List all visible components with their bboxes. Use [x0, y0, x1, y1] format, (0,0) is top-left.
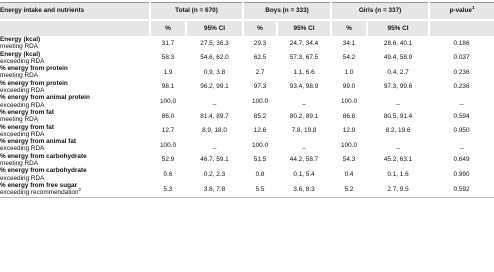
total-percent: 100.0 — [160, 98, 176, 106]
girls-ci: 0.4, 2.7 — [387, 68, 409, 76]
girls-ci: _ — [396, 141, 400, 149]
criterion-text — [0, 160, 150, 167]
pvalue-label: p-value — [449, 7, 472, 15]
boys-percent: 29.3 — [253, 39, 267, 47]
total-percent: 86.0 — [161, 112, 175, 120]
boys-percent: 51.5 — [253, 156, 267, 164]
total-percent: 0.6 — [163, 171, 173, 179]
nutrient-name: % energy from free sugar — [0, 182, 78, 190]
boys-percent: 85.2 — [253, 112, 267, 120]
subheader-pvalue-empty — [429, 20, 494, 36]
nutrient-table — [0, 2, 494, 198]
nutrient-name: % energy from carbohydrate — [0, 167, 87, 175]
table-row — [0, 124, 494, 139]
nutrient-name: % energy from animal protein — [0, 94, 90, 102]
boys-ci: _ — [302, 141, 306, 149]
nutrient-name: % energy from animal fat — [0, 138, 76, 146]
boys-ci: 57.3, 67.5 — [289, 54, 319, 62]
criterion-text — [0, 43, 150, 50]
column-header-total: Total (n = 670) — [150, 3, 243, 21]
girls-percent: 12.9 — [342, 127, 356, 135]
row-label — [0, 65, 150, 80]
criterion-label: exceeding RDA — [0, 57, 45, 65]
table-row — [0, 65, 494, 80]
girls-ci: 28.6, 40.1 — [383, 39, 413, 47]
total-ci: 46.7, 59.1 — [200, 156, 229, 164]
p-value: 0.186 — [453, 39, 470, 47]
subheader-boys-pct: % — [243, 20, 277, 36]
boys-ci: 80.2, 89.1 — [289, 112, 319, 120]
boys-percent: 12.6 — [253, 127, 267, 135]
boys-percent: 0.8 — [255, 171, 265, 179]
total-ci: 8.9, 18.0 — [202, 127, 227, 135]
table-row — [0, 153, 494, 168]
criterion-text — [0, 175, 150, 182]
criterion-label: exceeding RDA — [0, 174, 45, 182]
criterion-text — [0, 145, 150, 152]
table-row — [0, 51, 494, 66]
criterion-text — [0, 131, 150, 138]
criterion-text — [0, 116, 150, 123]
p-value: 0.950 — [453, 127, 470, 135]
boys-ci: 44.2, 58.7 — [289, 156, 319, 164]
boys-ci: 3.6, 8.3 — [277, 182, 331, 197]
table-row — [0, 167, 494, 182]
total-percent: 12.7 — [161, 127, 175, 135]
nutrient-name: % energy from fat — [0, 123, 54, 131]
boys-ci: 93.4, 98.9 — [289, 83, 319, 91]
boys-ci: 7.8, 19.8 — [291, 127, 317, 135]
row-label — [0, 80, 150, 95]
total-ci: _ — [212, 98, 217, 106]
total-ci: 3.6, 7.8 — [186, 182, 243, 197]
girls-ci: 2.7, 9.5 — [367, 182, 429, 197]
total-percent: 100.0 — [160, 141, 176, 149]
table-row — [0, 138, 494, 153]
girls-ci: 0.1, 1.6 — [387, 171, 409, 179]
p-value: _ — [459, 141, 464, 149]
nutrient-name: % energy from protein — [0, 65, 68, 73]
p-value: 0.236 — [453, 68, 470, 76]
criterion-label: exceeding RDA — [0, 101, 45, 109]
total-percent: 58.3 — [161, 54, 175, 62]
nutrient-name: % energy from carbohydrate — [0, 152, 87, 160]
column-header-pvalue — [429, 3, 494, 21]
table-row — [0, 182, 494, 197]
p-value: 0.592 — [429, 182, 494, 197]
boys-ci: 1.1, 6.6 — [293, 68, 315, 76]
row-label — [0, 109, 150, 124]
total-percent: 31.7 — [161, 39, 175, 47]
column-header-boys: Boys (n = 333) — [243, 3, 331, 21]
girls-percent: 100.0 — [341, 141, 358, 149]
row-label — [0, 124, 150, 139]
boys-percent: 100.0 — [252, 98, 269, 106]
row-label — [0, 94, 150, 109]
row-label — [0, 153, 150, 168]
total-percent: 98.1 — [161, 83, 175, 91]
criterion-label: exceeding recommendation — [0, 189, 79, 197]
pvalue-footnote-marker: 1 — [471, 5, 475, 11]
nutrient-name: Energy (kcal) — [0, 36, 41, 44]
nutrient-name: % energy from fat — [0, 109, 54, 117]
p-value: 0.037 — [453, 54, 470, 62]
criterion-text — [0, 72, 150, 79]
girls-percent: 5.2 — [331, 182, 367, 197]
nutrient-name: Energy (kcal) — [0, 50, 41, 58]
total-percent: 5.3 — [150, 182, 186, 197]
girls-ci: 80.5, 91.4 — [383, 112, 413, 120]
criterion-text — [0, 58, 150, 65]
p-value: 0.236 — [453, 83, 470, 91]
subheader-boys-ci: 95% CI — [277, 20, 331, 36]
p-value: _ — [459, 98, 464, 106]
p-value: 0.990 — [453, 171, 470, 179]
girls-percent: 54.2 — [342, 54, 356, 62]
girls-ci: 45.2, 63.1 — [383, 156, 413, 164]
header-row-stats — [0, 20, 494, 36]
subheader-girls-pct: % — [331, 20, 367, 36]
total-ci: 81.4, 89.7 — [200, 112, 229, 120]
girls-ci: 49.4, 58.9 — [383, 54, 413, 62]
total-ci: 96.2, 99.1 — [200, 83, 229, 91]
girls-percent: 86.8 — [342, 112, 356, 120]
subheader-total-pct: % — [150, 20, 186, 36]
boys-percent: 62.5 — [253, 54, 267, 62]
row-label — [0, 182, 150, 197]
total-ci: 0.2, 2.3 — [203, 171, 226, 179]
subheader-empty — [0, 20, 150, 36]
boys-percent: 100.0 — [252, 141, 269, 149]
total-ci: 0.9, 3.8 — [203, 68, 226, 76]
row-label — [0, 167, 150, 182]
table-row — [0, 36, 494, 51]
table-row — [0, 80, 494, 95]
nutrient-name: % energy from protein — [0, 79, 68, 87]
boys-ci: _ — [302, 98, 306, 106]
total-percent: 1.9 — [163, 68, 173, 76]
criterion-label: meeting RDA — [0, 43, 39, 51]
table-row — [0, 109, 494, 124]
criterion-label: exceeding RDA — [0, 87, 45, 95]
subheader-total-ci: 95% CI — [186, 20, 243, 36]
boys-ci: 24.7, 34.4 — [289, 39, 319, 47]
boys-percent: 97.3 — [253, 83, 267, 91]
criterion-text — [0, 102, 150, 109]
boys-ci: 0.1, 5.4 — [293, 171, 315, 179]
table-body — [0, 36, 494, 197]
girls-ci: 8.2, 19.6 — [385, 127, 411, 135]
table-row — [0, 94, 494, 109]
subheader-girls-ci: 95% CI — [367, 20, 429, 36]
girls-ci: 97.3, 99.6 — [383, 83, 413, 91]
header-row-groups — [0, 3, 494, 21]
criterion-text — [0, 189, 150, 196]
criterion-label: exceeding RDA — [0, 145, 45, 153]
row-label — [0, 138, 150, 153]
criterion-label: exceeding RDA — [0, 130, 45, 138]
total-percent: 52.9 — [161, 156, 175, 164]
total-ci: _ — [212, 141, 217, 149]
row-label — [0, 51, 150, 66]
girls-percent: 99.0 — [342, 83, 356, 91]
row-label — [0, 36, 150, 51]
p-value: 0.649 — [453, 156, 470, 164]
girls-percent: 1.0 — [344, 68, 354, 76]
p-value: 0.594 — [453, 112, 470, 120]
criterion-label: meeting RDA — [0, 72, 39, 80]
total-ci: 27.5, 36.3 — [200, 39, 229, 47]
girls-percent: 0.4 — [344, 171, 354, 179]
criterion-label: meeting RDA — [0, 160, 39, 168]
girls-ci: _ — [396, 98, 400, 106]
total-ci: 54.6, 62.0 — [200, 54, 229, 62]
criterion-footnote-marker: 2 — [78, 187, 82, 193]
column-header-girls: Girls (n = 337) — [331, 3, 429, 21]
girls-percent: 34.1 — [342, 39, 356, 47]
column-header-nutrients: Energy intake and nutrients — [0, 3, 150, 21]
boys-percent: 2.7 — [255, 68, 265, 76]
boys-percent: 5.5 — [243, 182, 277, 197]
criterion-label: meeting RDA — [0, 116, 39, 124]
girls-percent: 100.0 — [341, 98, 358, 106]
girls-percent: 54.3 — [342, 156, 356, 164]
criterion-text — [0, 87, 150, 94]
